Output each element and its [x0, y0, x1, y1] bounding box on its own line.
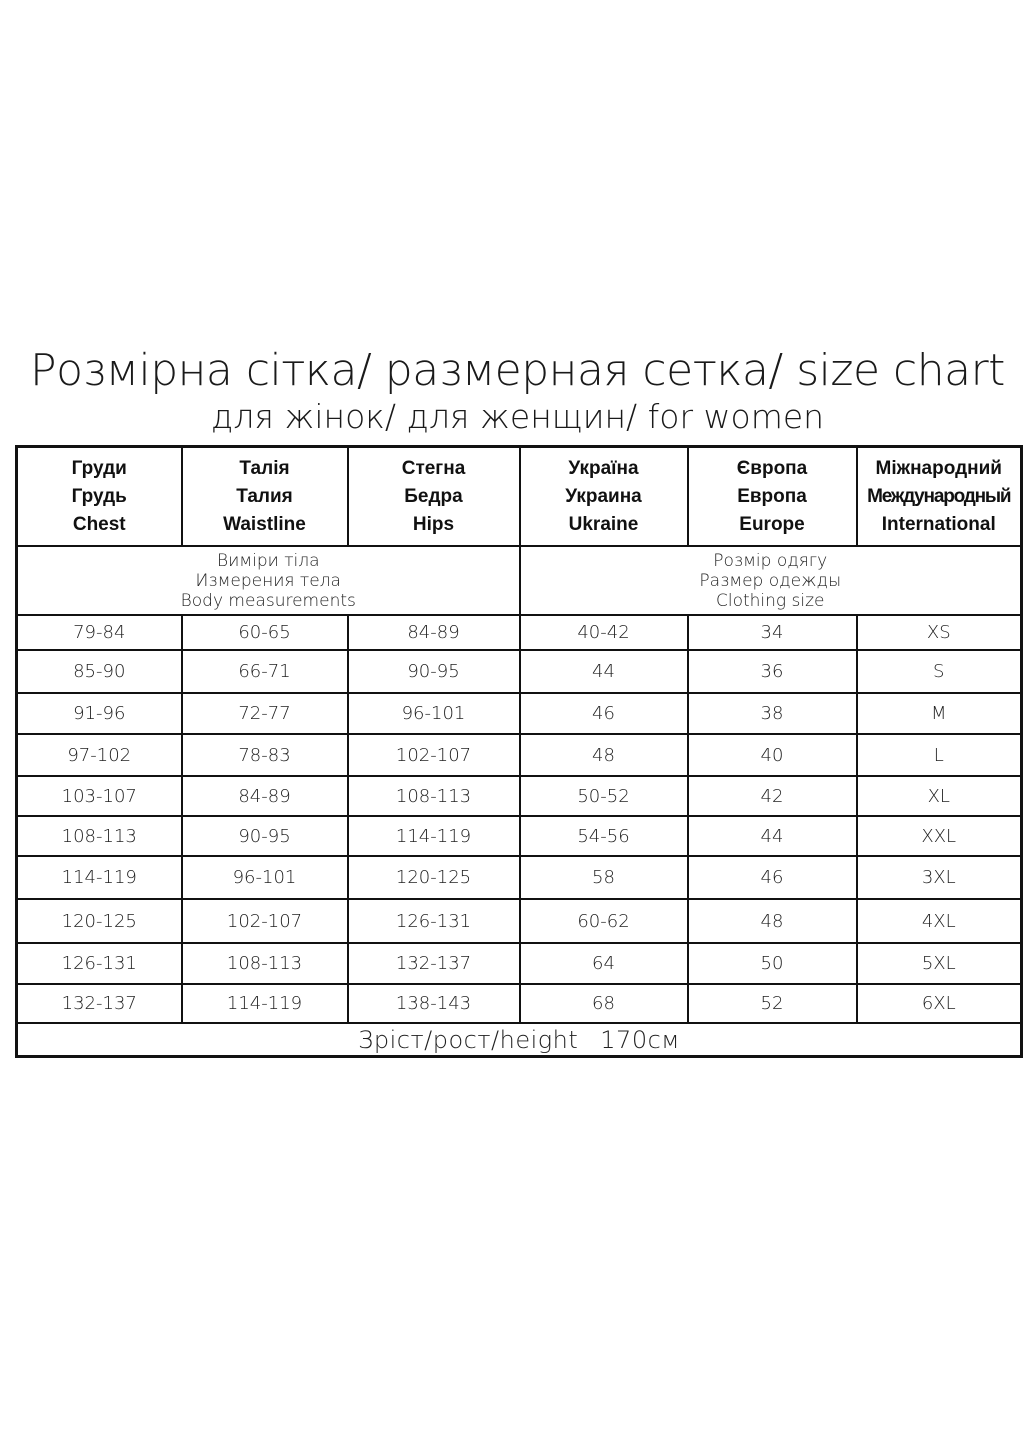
table-row	[17, 693, 1022, 734]
cell-ukraine: 60-62	[520, 899, 688, 943]
cell-chest: 85-90	[17, 650, 182, 693]
page-subtitle: для жінок/ для женщин/ for women	[210, 397, 825, 436]
cell-europe: 34	[688, 615, 857, 650]
header-ukraine	[520, 447, 688, 547]
table-row	[17, 816, 1022, 856]
cell-international: S	[857, 650, 1022, 693]
cell-europe: 40	[688, 734, 857, 776]
header-chest-uk: Груди	[71, 457, 127, 479]
header-europe	[688, 447, 857, 547]
cell-waist: 114-119	[182, 984, 348, 1023]
cell-europe: 38	[688, 693, 857, 734]
cell-waist: 90-95	[182, 816, 348, 856]
group-clothing-ru: Размер одежды	[699, 570, 842, 591]
table-row	[17, 615, 1022, 650]
header-international-en: International	[881, 513, 996, 535]
cell-ukraine: 68	[520, 984, 688, 1023]
cell-europe: 46	[688, 856, 857, 899]
footer-row	[17, 1023, 1022, 1057]
cell-waist: 108-113	[182, 943, 348, 984]
cell-hips: 102-107	[348, 734, 520, 776]
header-europe-uk: Європа	[736, 457, 808, 479]
header-chest-ru: Грудь	[71, 485, 127, 507]
header-waist-uk: Талія	[239, 457, 290, 479]
group-row	[17, 546, 1022, 615]
cell-hips: 84-89	[348, 615, 520, 650]
group-body-ru: Измерения тела	[195, 570, 341, 591]
header-ukraine-en: Ukraine	[568, 513, 639, 535]
cell-europe: 50	[688, 943, 857, 984]
header-hips-uk: Стегна	[401, 457, 466, 479]
height-label: Зріст/рост/height	[358, 1025, 579, 1054]
cell-ukraine: 54-56	[520, 816, 688, 856]
header-chest-en: Chest	[72, 513, 126, 535]
cell-chest: 132-137	[17, 984, 182, 1023]
cell-ukraine: 50-52	[520, 776, 688, 816]
cell-waist: 72-77	[182, 693, 348, 734]
cell-chest: 126-131	[17, 943, 182, 984]
cell-chest: 97-102	[17, 734, 182, 776]
cell-ukraine: 58	[520, 856, 688, 899]
cell-international: 3XL	[857, 856, 1022, 899]
height-note	[17, 1023, 1022, 1057]
cell-hips: 120-125	[348, 856, 520, 899]
cell-ukraine: 46	[520, 693, 688, 734]
header-ukraine-uk: Україна	[568, 457, 639, 479]
cell-europe: 52	[688, 984, 857, 1023]
header-hips-en: Hips	[412, 513, 455, 535]
cell-hips: 114-119	[348, 816, 520, 856]
cell-ukraine: 40-42	[520, 615, 688, 650]
cell-chest: 91-96	[17, 693, 182, 734]
cell-international: M	[857, 693, 1022, 734]
header-waist-ru: Талия	[236, 485, 293, 507]
cell-waist: 84-89	[182, 776, 348, 816]
table-row	[17, 943, 1022, 984]
cell-europe: 36	[688, 650, 857, 693]
header-ukraine-ru: Украина	[565, 485, 642, 507]
cell-international: 5XL	[857, 943, 1022, 984]
cell-chest: 120-125	[17, 899, 182, 943]
group-body-measurements	[17, 546, 520, 615]
cell-ukraine: 64	[520, 943, 688, 984]
cell-waist: 60-65	[182, 615, 348, 650]
table-row	[17, 776, 1022, 816]
cell-international: XS	[857, 615, 1022, 650]
group-body-en: Body measurements	[180, 590, 356, 611]
header-international-uk: Міжнародний	[875, 457, 1002, 479]
header-hips-ru: Бедра	[404, 485, 463, 507]
header-waist-en: Waistline	[223, 513, 306, 535]
group-clothing-en: Clothing size	[716, 590, 825, 611]
cell-international: XL	[857, 776, 1022, 816]
cell-hips: 108-113	[348, 776, 520, 816]
cell-europe: 42	[688, 776, 857, 816]
header-international	[857, 447, 1022, 547]
cell-hips: 132-137	[348, 943, 520, 984]
cell-international: 4XL	[857, 899, 1022, 943]
header-waist	[182, 447, 348, 547]
table-row	[17, 899, 1022, 943]
group-body-uk: Виміри тіла	[216, 550, 320, 571]
group-clothing-uk: Розмір одягу	[713, 550, 828, 571]
header-chest	[17, 447, 182, 547]
page-title: Розмірна сітка/ размерная сетка/ size chart	[30, 345, 1005, 396]
cell-waist: 66-71	[182, 650, 348, 693]
cell-international: XXL	[857, 816, 1022, 856]
group-clothing-size	[520, 546, 1022, 615]
cell-hips: 96-101	[348, 693, 520, 734]
cell-waist: 102-107	[182, 899, 348, 943]
table-row	[17, 734, 1022, 776]
table-row	[17, 856, 1022, 899]
header-hips	[348, 447, 520, 547]
cell-international: L	[857, 734, 1022, 776]
cell-europe: 44	[688, 816, 857, 856]
cell-chest: 103-107	[17, 776, 182, 816]
cell-chest: 108-113	[17, 816, 182, 856]
cell-ukraine: 48	[520, 734, 688, 776]
cell-hips: 90-95	[348, 650, 520, 693]
height-value: 170см	[600, 1025, 680, 1054]
cell-waist: 78-83	[182, 734, 348, 776]
table-row	[17, 650, 1022, 693]
table-row	[17, 984, 1022, 1023]
cell-waist: 96-101	[182, 856, 348, 899]
header-international-ru: Международный	[867, 485, 1011, 507]
header-europe-en: Europe	[739, 513, 805, 535]
cell-chest: 114-119	[17, 856, 182, 899]
cell-europe: 48	[688, 899, 857, 943]
cell-international: 6XL	[857, 984, 1022, 1023]
cell-chest: 79-84	[17, 615, 182, 650]
size-chart-table	[15, 445, 1023, 1058]
cell-ukraine: 44	[520, 650, 688, 693]
cell-hips: 138-143	[348, 984, 520, 1023]
header-row	[17, 447, 1022, 547]
cell-hips: 126-131	[348, 899, 520, 943]
header-europe-ru: Европа	[737, 485, 807, 507]
